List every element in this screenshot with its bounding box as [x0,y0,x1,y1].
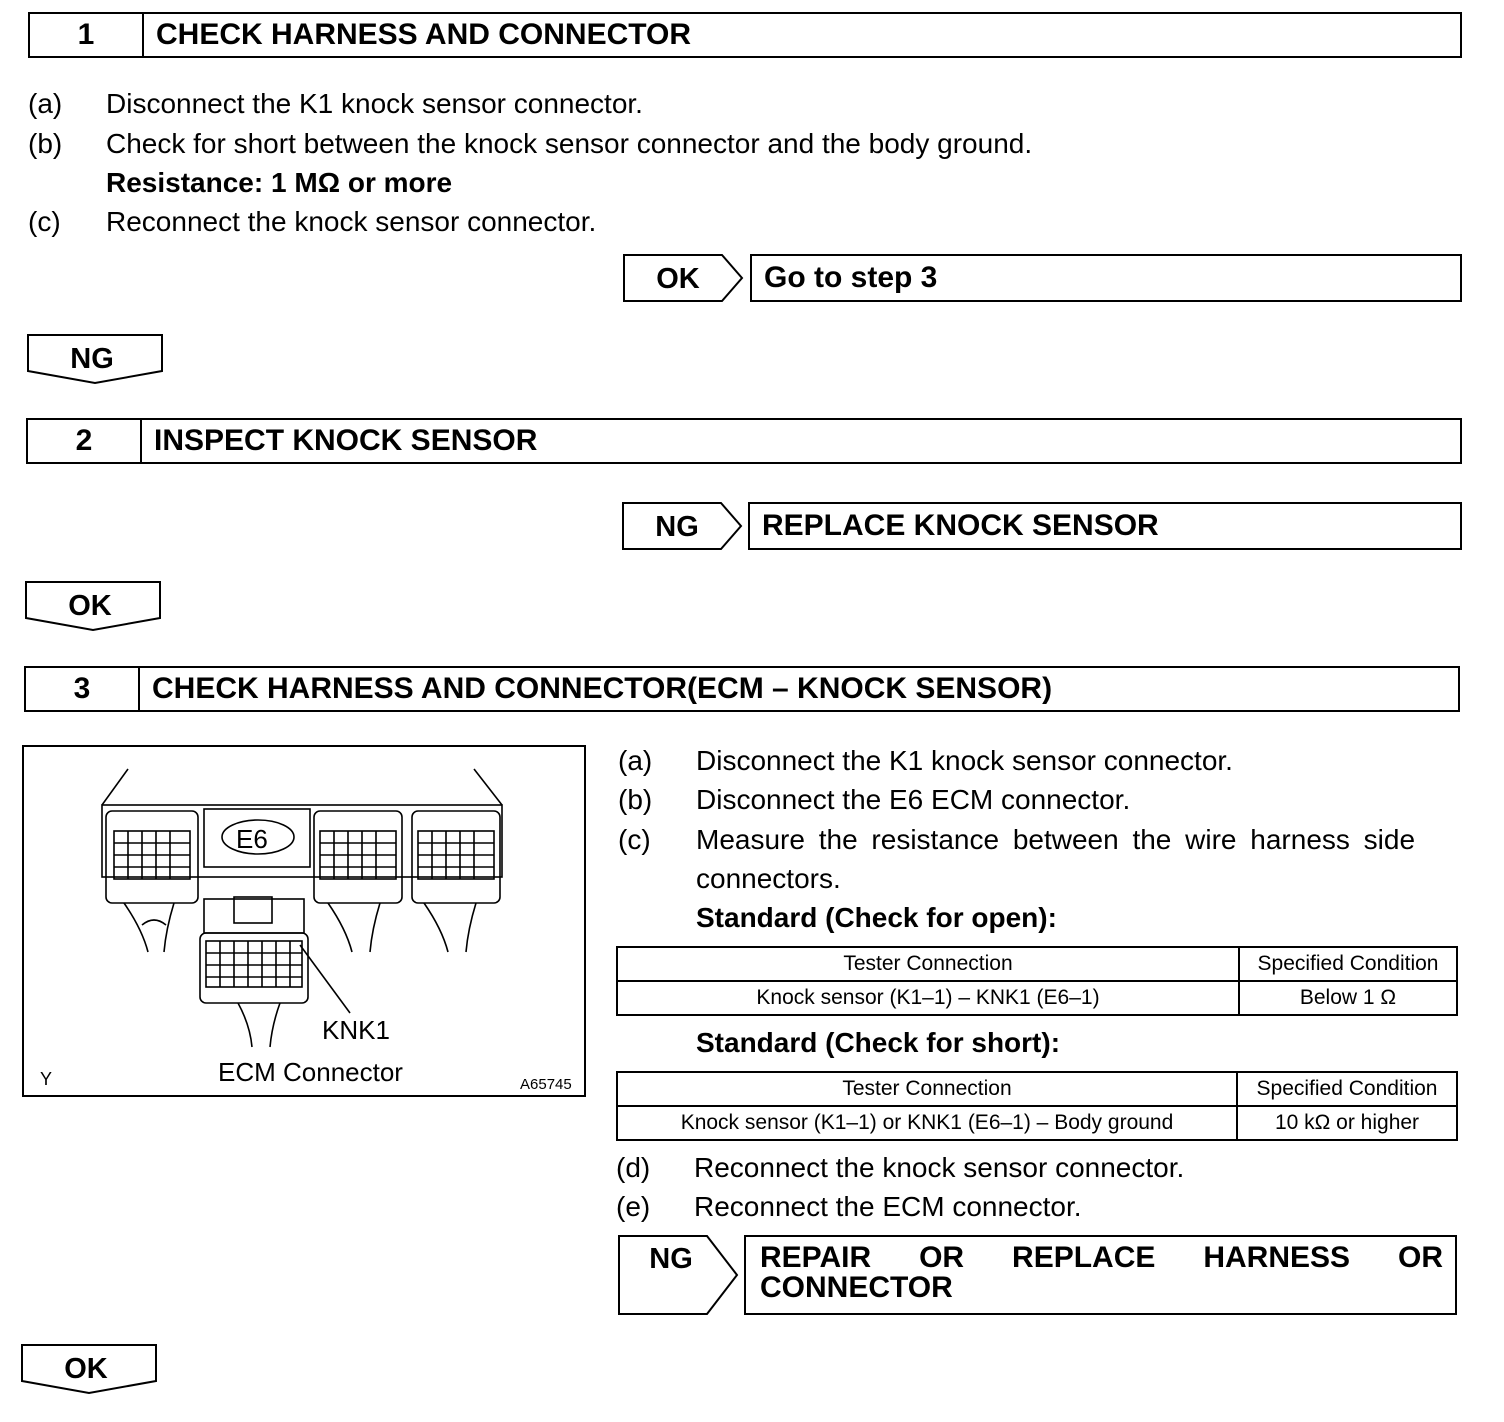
figure-corner-label: Y [40,1069,53,1089]
ok-result-step1: Go to step 3 [750,254,1462,302]
figure-id: A65745 [520,1076,572,1093]
cell-tester-connection: Knock sensor (K1–1) – KNK1 (E6–1) [617,981,1239,1015]
connector-label: E6 [236,824,268,854]
ng-label: NG [70,343,114,375]
cell-specified-condition: Below 1 Ω [1239,981,1457,1015]
ok-label: OK [656,263,700,295]
ok-label: OK [68,590,112,622]
terminal-label: KNK1 [322,1015,390,1045]
ng-arrow-step2 [621,501,745,551]
cell-specified-condition: 10 kΩ or higher [1237,1106,1457,1140]
ng-label: NG [649,1243,693,1275]
connector-illustration [24,747,584,1095]
std-short-table [616,1071,1458,1141]
ok-down-arrow-step3 [20,1343,158,1395]
step-number: 2 [28,420,142,462]
header-specified-condition: Specified Condition [1237,1072,1457,1106]
header-tester-connection: Tester Connection [617,1072,1237,1106]
ng-result-step2: REPLACE KNOCK SENSOR [748,502,1462,550]
ng-result-line2: CONNECTOR [760,1271,953,1304]
ng-result-line1: REPAIR OR REPLACE HARNESS OR [760,1241,1443,1274]
step-3-header [24,666,1460,712]
step-1-header [28,12,1462,58]
header-specified-condition: Specified Condition [1239,947,1457,981]
header-tester-connection: Tester Connection [617,947,1239,981]
ng-down-arrow-step1 [26,333,164,385]
ng-result-step3 [744,1235,1457,1315]
ok-label: OK [64,1353,108,1385]
std-open-table [616,946,1458,1016]
cell-tester-connection: Knock sensor (K1–1) or KNK1 (E6–1) – Body ground [617,1106,1237,1140]
std-open-title: Standard (Check for open): [696,902,1057,933]
step-number: 1 [30,14,144,56]
step-2-header [26,418,1462,464]
step-title: CHECK HARNESS AND CONNECTOR(ECM – KNOCK SENSOR) [152,672,1053,705]
step-title: CHECK HARNESS AND CONNECTOR [156,18,692,51]
ok-arrow-step1 [622,253,746,303]
ecm-connector-figure [22,745,586,1097]
figure-caption: ECM Connector [218,1057,403,1087]
ok-down-arrow-step2 [24,580,162,632]
std-short-title: Standard (Check for short): [696,1027,1061,1058]
step-title: INSPECT KNOCK SENSOR [154,424,538,457]
ng-arrow-step3 [617,1234,741,1316]
step1-spec: Resistance: 1 MΩ or more [106,167,453,198]
step-number: 3 [26,668,140,710]
ng-label: NG [655,511,699,543]
step3-item-c-cont: connectors. [696,863,841,894]
